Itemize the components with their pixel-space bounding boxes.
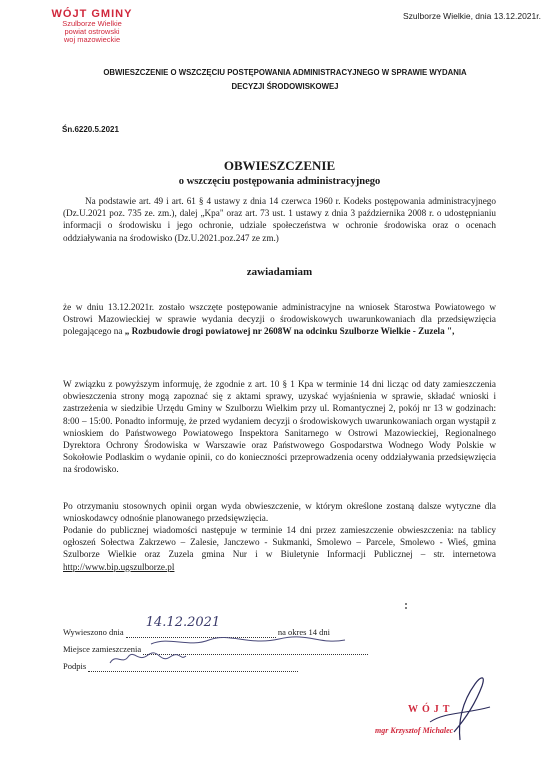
office-stamp bbox=[32, 8, 152, 44]
pen-mark bbox=[403, 599, 409, 609]
signature-field bbox=[88, 661, 298, 672]
stamp-title: WÓJT GMINY bbox=[51, 8, 133, 20]
posted-label: Wywieszono dnia bbox=[63, 627, 124, 637]
document-title: OBWIESZCZENIE bbox=[223, 158, 336, 173]
reference-number: Śn.6220.5.2021 bbox=[62, 125, 119, 134]
stamp-line: woj mazowieckie bbox=[63, 35, 121, 44]
location-scribble bbox=[149, 634, 349, 650]
signature-label: Podpis bbox=[63, 661, 87, 671]
header-title bbox=[70, 66, 500, 94]
signature-row bbox=[63, 661, 298, 672]
posted-period-label: na okres 14 dni bbox=[277, 627, 331, 637]
stamp-line: Szulborze Wielkie bbox=[62, 19, 122, 28]
stamp-line: powiat ostrowski bbox=[64, 27, 120, 36]
publication-paragraph bbox=[63, 524, 496, 573]
project-name: „ Rozbudowie drogi powiatowej nr 2608W na odcinku Szulborze Wielkie - Zuzela ", bbox=[124, 326, 455, 337]
main-paragraph bbox=[63, 301, 496, 338]
publication-text: Podanie do publicznej wiadomości następuje w terminie 14 dni przez zamieszczenie obwieszczenia: na tablicy ogłoszeń Sołectwa Zakrzewo – Zalesie, Janczewo - Sukmanki, Smolewo – Parcele, Smolewo - Wieś, gmina Szulborze Wielkie oraz Zuzela gmina Nur i w Biuletynie Informacji Publicznej – str. internetowa bbox=[63, 525, 496, 560]
signatory-name: mgr Krzysztof Michalec bbox=[375, 726, 454, 735]
main-text: że w dniu 13.12.2021r. zostało wszczęte postępowanie administracyjne na wniosek Starostwa Powiatowego w Ostrowi Mazowieckiej w sprawie wydania decyzji o środowiskowych uwarunkowaniach dla przedsięwzięcia polegającego na bbox=[63, 302, 496, 337]
bip-link[interactable]: http://www.bip.ugszulborze.pl bbox=[63, 561, 175, 572]
posted-date-handwritten: 14.12.2021 bbox=[145, 615, 221, 630]
location-label: Miejsce zamieszczenia bbox=[63, 644, 142, 654]
handwritten-initials bbox=[108, 651, 188, 667]
place-and-date: Szulborze Wielkie, dnia 13.12.2021r. bbox=[403, 11, 541, 21]
signatory-role: WÓJT bbox=[408, 704, 454, 715]
info-paragraph: W związku z powyższym informuję, że zgodnie z art. 10 § 1 Kpa w terminie 14 dni licząc od daty zamieszczenia obwieszczenia strony mogą zapoznać się z aktami sprawy, uzyskać wyjaśnienia w sprawie, składać wnioski i zastrzeżenia w siedzibie Urzędu Gminy w Szulborzu Wielkim przy ul. Romantycznej 2, pokój nr 13 w godzinach: 8:00 – 15:00. Ponadto informuję, że przed wydaniem decyzji o środowiskowych uwarunkowaniach organ wystąpił z wnioskiem do Państwowego Powiatowego Inspektora Sanitarnego w Ostrowi Mazowieckiej, Regionalnego Dyrektora Ochrony Środowiska w Warszawie oraz Państwowego Gospodarstwa Wodnego Wody Polskie w Sokołowie Podlaskim o wydanie opinii, co do konieczności przeprowadzenia oceny oddziaływania przedsięwzięcia na środowisko. bbox=[63, 379, 496, 475]
document-subtitle: o wszczęciu postępowania administracyjnego bbox=[178, 176, 381, 187]
legal-basis-paragraph: Na podstawie art. 49 i art. 61 § 4 ustawy z dnia 14 czerwca 1960 r. Kodeks postępowania administracyjnego (Dz.U.2021 poz. 735 ze. zm.), dalej „Kpa" oraz art. 73 ust. 1 ustawy z dnia 3 października 2008 r. o udostępnianiu informacji o środowisku i jego ochronie, udziale społeczeństwa w ochronie środowiska oraz o ocenach oddziaływania na środowisko (Dz.U.2021.poz.247 ze zm.) bbox=[63, 196, 496, 243]
header-title-line: DECYZJI ŚRODOWISKOWEJ bbox=[231, 82, 339, 91]
announcement-heading: zawiadamiam bbox=[246, 266, 313, 278]
header-title-line: OBWIESZCZENIE O WSZCZĘCIU POSTĘPOWANIA ADMINISTRACYJNEGO W SPRAWIE WYDANIA bbox=[103, 68, 467, 77]
opinions-paragraph: Po otrzymaniu stosownych opinii organ wyda obwieszczenie, w którym określone zostaną dalsze wytyczne dla wnioskodawcy odnośnie planowanego przedsięwzięcia. bbox=[63, 501, 496, 524]
